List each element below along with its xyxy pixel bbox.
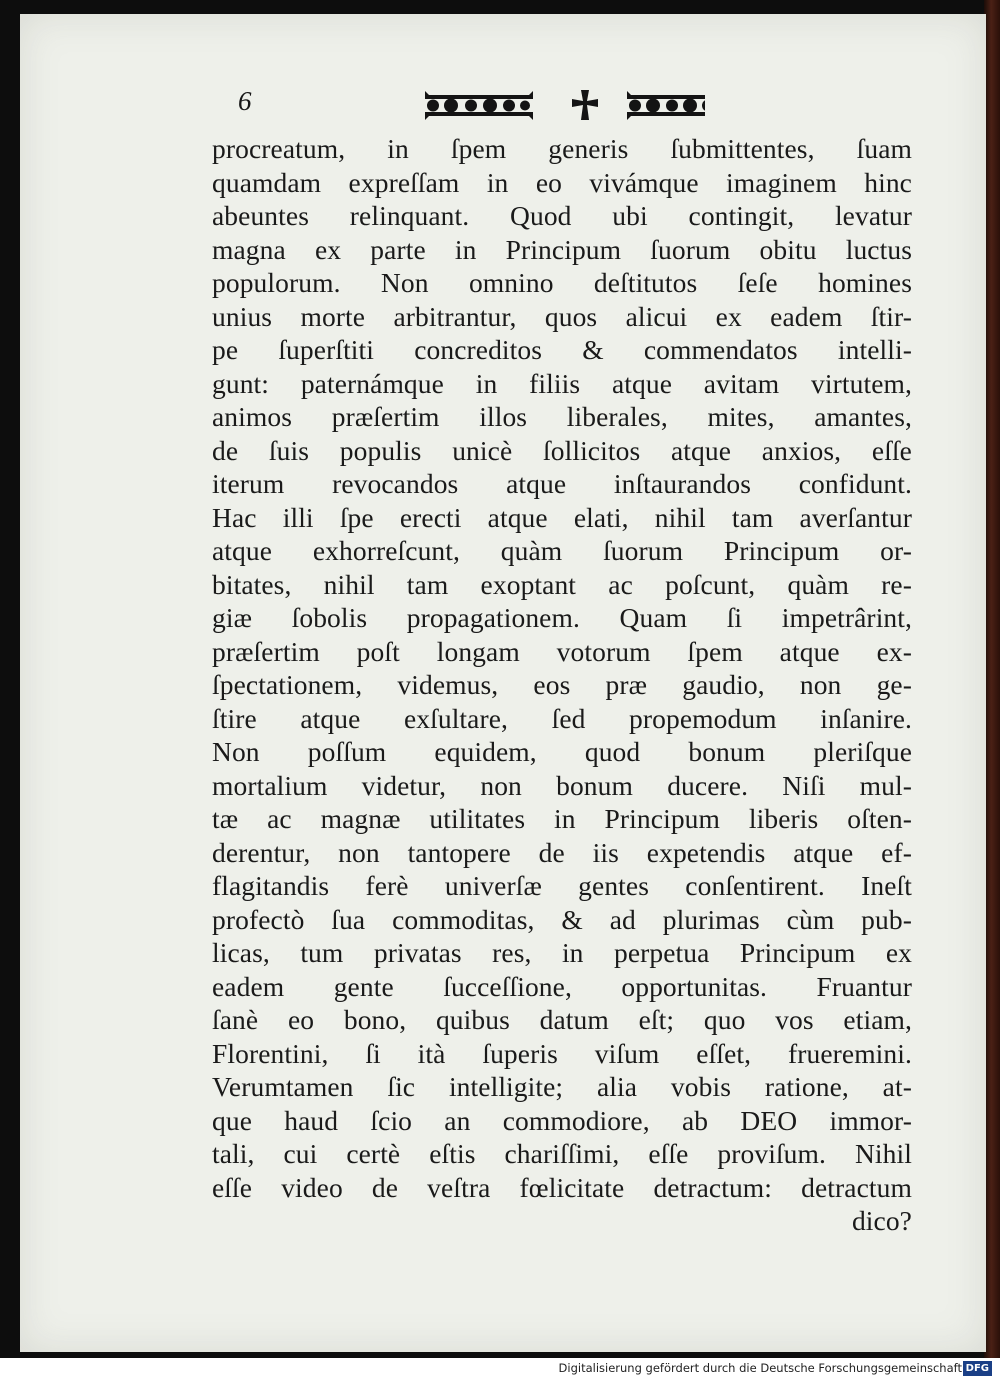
- text-line: mortalium videtur, non bonum ducere. Niſi mul-: [212, 769, 912, 801]
- text-line: iterum revocandos atque inſtaurandos confidunt.: [212, 468, 912, 499]
- ornament-left-band: [425, 91, 533, 120]
- ornament-right-band: [627, 91, 705, 120]
- text-line: atque exhorreſcunt, quàm ſuorum Principum or-: [212, 535, 912, 566]
- text-line: præſertim poſt longam votorum ſpem atque ex-: [212, 635, 912, 667]
- footer-bar: [0, 1358, 1000, 1380]
- text-line: tæ ac magnæ utilitates in Principum liberis oſten-: [212, 803, 912, 834]
- page-number: 6: [238, 86, 252, 116]
- dfg-logo: DFG: [963, 1361, 992, 1376]
- text-line: tali, cui certè eſtis chariſſimi, eſſe proviſum. Nihil: [212, 1138, 912, 1169]
- text-line: unius morte arbitrantur, quos alicui ex eadem ſtir-: [212, 300, 912, 332]
- text-line: giæ ſobolis propagationem. Quam ſi impetrârint,: [212, 602, 912, 633]
- text-line: Florentini, ſi ità ſuperis viſum eſſet, frueremini.: [212, 1037, 912, 1069]
- catchword: dico?: [851, 1205, 912, 1236]
- text-line: procreatum, in ſpem generis ſubmittentes, ſuam: [212, 133, 912, 164]
- text-line: ſpectationem, videmus, eos præ gaudio, non ge-: [212, 669, 912, 700]
- text-line: ſanè eo bono, quibus datum eſt; quo vos etiam,: [212, 1004, 912, 1035]
- text-line: ſtire atque exſultare, ſed propemodum inſanire.: [212, 702, 912, 734]
- text-line: animos præſertim illos liberales, mites, amantes,: [212, 401, 912, 432]
- book-cover-edge: [984, 0, 1000, 1358]
- body-text: [212, 132, 912, 1238]
- text-line: bitates, nihil tam exoptant ac poſcunt, quàm re-: [212, 568, 912, 600]
- footer-credit: Digitalisierung gefördert durch die Deutsche Forschungsgemeinschaft: [558, 1361, 962, 1375]
- text-line: Non poſſum equidem, quod bonum pleriſque: [212, 736, 912, 767]
- text-line: flagitandis ferè univerſæ gentes conſentirent. Ineſt: [212, 870, 912, 901]
- text-line: abeuntes relinquant. Quod ubi contingit, levatur: [212, 200, 912, 231]
- ornament-icon: [405, 86, 705, 126]
- text-line: eſſe video de veſtra fœlicitate detractum: detractum: [212, 1171, 912, 1203]
- text-line: populorum. Non omnino deſtitutos ſeſe homines: [212, 267, 912, 298]
- text-line: profectò ſua commoditas, & ad plurimas cùm pub-: [212, 903, 912, 935]
- text-line: quamdam expreſſam in eo vivámque imaginem hinc: [212, 166, 912, 198]
- text-line: Verumtamen ſic intelligite; alia vobis ratione, at-: [212, 1071, 912, 1102]
- text-line: magna ex parte in Principum ſuorum obitu luctus: [212, 233, 912, 265]
- ornament-cross: [572, 90, 598, 120]
- text-line: gunt: paternámque in filiis atque avitam virtutem,: [212, 367, 912, 399]
- text-line: de ſuis populis unicè ſollicitos atque anxios, eſſe: [212, 434, 912, 466]
- text-line: derentur, non tantopere de iis expetendis atque ef-: [212, 836, 912, 868]
- text-line: que haud ſcio an commodiore, ab DEO immor-: [212, 1104, 912, 1136]
- text-line: eadem gente ſucceſſione, opportunitas. Fruantur: [212, 970, 912, 1002]
- text-line: Hac illi ſpe erecti atque elati, nihil tam averſantur: [212, 501, 912, 533]
- text-line: pe ſuperſtiti concreditos & commendatos intelli-: [212, 334, 912, 365]
- text-line: licas, tum privatas res, in perpetua Principum ex: [212, 937, 912, 968]
